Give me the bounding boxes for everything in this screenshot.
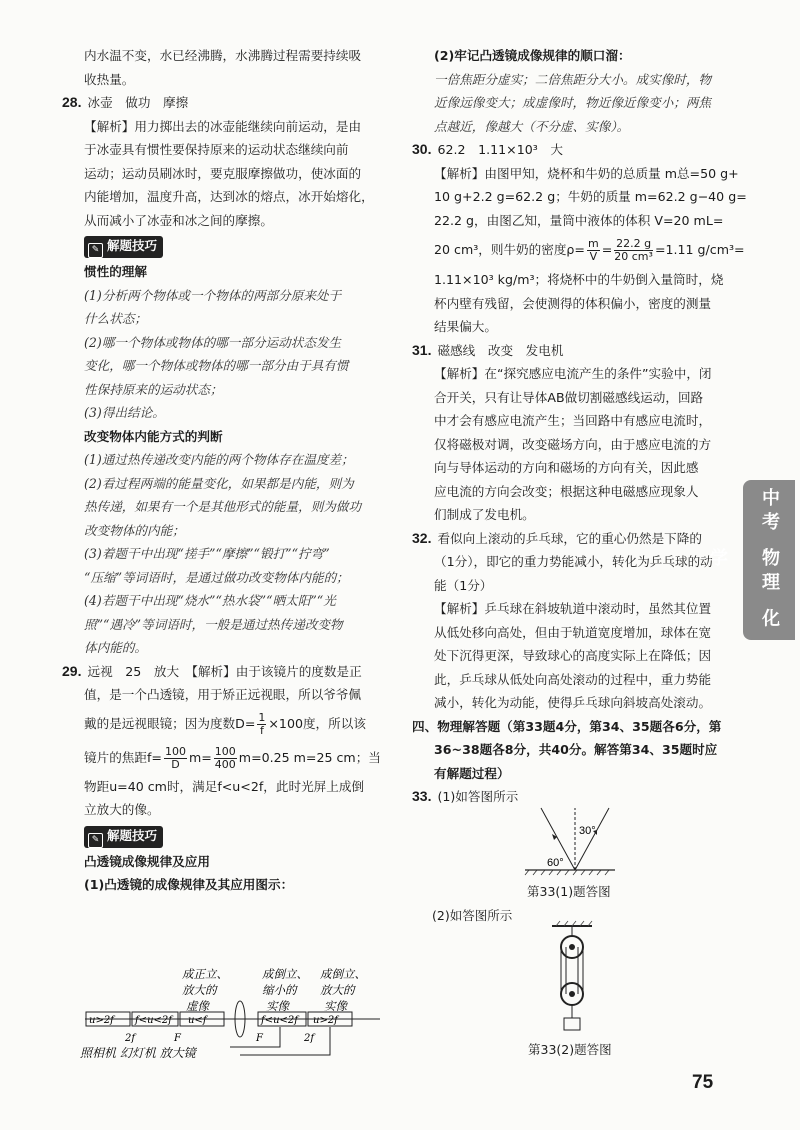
- text-line: 杯内壁有残留，会使测得的体积偏小，密度的测量: [434, 295, 712, 311]
- text-line: 应电流的方向会改变；根据这种电磁感应现象人: [434, 483, 699, 499]
- q29-answer: [62, 660, 392, 684]
- text-line: (2)牢记凸透镜成像规律的顺口溜：: [434, 48, 631, 63]
- applications-label: 照相机 幻灯机 放大镜: [80, 1046, 196, 1060]
- text-line: 10 g+2.2 g=62.2 g；牛奶的质量 m=62.2 g−40 g=: [434, 189, 747, 204]
- reflection-diagram: [505, 800, 635, 880]
- q29-number: 29.: [62, 662, 82, 679]
- fraction: [257, 712, 266, 737]
- q31-answer-text: 磁感线 改变 发电机: [437, 342, 564, 358]
- q28-answer-text: 冰壶 做功 摩擦: [87, 95, 189, 110]
- figure-caption: 第33(1)题答图: [527, 884, 611, 899]
- text-line: 近像远像变大；成虚像时，物近像近像变小；两焦: [434, 95, 712, 110]
- q33-number: 33.: [412, 788, 432, 804]
- text-line: 处下沉得更深，导致球心的高度实际上在降低；因: [434, 648, 712, 663]
- denominator: 20 cm³: [614, 250, 653, 263]
- tip-title: 凸透镜成像规律及应用: [84, 853, 210, 869]
- text-line: 能（1分）: [434, 577, 493, 593]
- subject-side-tab: 中考 物理 化学: [743, 480, 795, 640]
- q30-answer-text: 62.2 1.11×10³ 大: [437, 142, 563, 157]
- q32-answer: [412, 527, 775, 551]
- q31-answer: [412, 339, 775, 363]
- text-line: 仅将磁极对调，改变磁场方向，由于感应电流的方: [434, 436, 712, 452]
- mirror-hatching: [525, 870, 609, 875]
- pulley-diagram: [530, 920, 620, 1045]
- text-line: 【解析】用力掷出去的冰壶能继续向前运动，是由: [84, 118, 362, 134]
- lens-label: 实像: [266, 999, 289, 1013]
- text-line: 此，乒乓球从低处向高处滚动的过程中，重力势能: [434, 671, 712, 687]
- numerator: m: [587, 237, 599, 250]
- range-label: u<f: [188, 1015, 207, 1026]
- text-line: 点越近，像越大（不分虚、实像）。: [434, 118, 630, 134]
- text-line: 中才会有感应电流产生；当回路中有感应电流时，: [434, 413, 712, 428]
- tip-subtitle: (1)凸透镜的成像规律及其应用图示：: [84, 877, 294, 892]
- tip-line: (1)通过热传递改变内能的两个物体存在温度差；: [84, 452, 354, 467]
- text-fragment: 20 cm³，则牛奶的密度ρ=: [434, 242, 585, 257]
- tip-line: 改变物体的内能；: [84, 522, 185, 538]
- numerator: 22.2 g: [616, 237, 652, 250]
- section-heading: 四、物理解答题（第33题4分，第34、35题各6分，第: [412, 718, 722, 734]
- tip-line: 照”“遇冷”等词语时，一般是通过热传递改变物: [84, 616, 343, 632]
- text-line: 【解析】由图甲知，烧杯和牛奶的总质量 m总=50 g+: [434, 165, 739, 181]
- lens-label: 缩小的: [262, 983, 297, 997]
- right-column: [412, 44, 775, 809]
- point-label: 2f: [304, 1033, 315, 1044]
- q30-answer: [412, 138, 775, 162]
- tip-line: (2)看过程两端的能量变化，如果都是内能，则为: [84, 475, 354, 491]
- text-line: 从而减小了冰壶和冰之间的摩擦。: [84, 212, 273, 228]
- section-heading: 36~38题各8分，共40分。解答第34、35题时应: [434, 742, 718, 757]
- left-column: [62, 44, 392, 897]
- text-line: 1.11×10³ kg/m³；将烧杯中的牛奶倒入量筒时，烧: [434, 272, 724, 287]
- fraction: [214, 746, 237, 771]
- q28-explanation: [62, 115, 392, 233]
- tip-line: 体内能的。: [84, 640, 147, 655]
- text-line: 从低处移向高处，但由于轨道宽度增加，球体在宽: [434, 624, 712, 640]
- text-line: 内水温不变，水已经沸腾，水沸腾过程需要持续吸: [84, 48, 362, 63]
- text-fragment: ×100度，所以该: [268, 715, 366, 731]
- numerator: 100: [214, 744, 236, 758]
- text-line: 【解析】在“探究感应电流产生的条件”实验中，闭: [434, 366, 712, 381]
- range-label: u>2f: [313, 1015, 338, 1026]
- formula-line: 20 cm³，则牛奶的密度ρ= $\frac{m}{V}$ = $\frac{22.2 g}{\text{20 cm³}}$ =1.11 g/cm³=: [434, 237, 745, 263]
- text-fragment: 镜片的焦距f=: [84, 749, 162, 765]
- tip-badge: [84, 236, 163, 258]
- text-fragment: =1.11 g/cm³=: [654, 242, 745, 257]
- text-line: 于冰壶具有惯性要保持原来的运动状态继续向前: [84, 142, 349, 157]
- text-line: 一倍焦距分虚实；二倍焦距分大小。成实像时，物: [434, 71, 712, 87]
- tip-line: “压缩”等词语时，是通过做功改变物体内能的；: [84, 569, 349, 585]
- text-line: 运动；运动员刷冰时，要克服摩擦做功，使冰面的: [84, 165, 362, 181]
- point-label: F: [256, 1033, 263, 1044]
- tip-line: 什么状态；: [84, 311, 147, 326]
- range-label: f<u<2f: [135, 1015, 172, 1026]
- denominator: 400: [214, 757, 236, 771]
- text-fragment: (1)如答图所示: [437, 789, 519, 804]
- pulley-axle: [569, 991, 575, 997]
- lens-label: 成倒立、: [320, 967, 366, 981]
- tip-title: 惯性的理解: [84, 264, 147, 279]
- text-line: 结果偏大。: [434, 319, 497, 334]
- formula-line: [62, 741, 392, 775]
- text-line: 【解析】乒乓球在斜坡轨道中滚动时，虽然其位置: [434, 601, 712, 616]
- text-fragment: m=0.25 m=25 cm；当: [238, 749, 381, 765]
- text-line: 向与导体运动的方向和磁场的方向有关，因此感: [434, 460, 699, 475]
- text-fragment: 看似向上滚动的乒乓球，它的重心仍然是下降的: [437, 530, 702, 546]
- range-label: f<u<2f: [261, 1015, 298, 1026]
- q28-answer: [62, 91, 392, 115]
- tip-title: 改变物体内能方式的判断: [84, 428, 223, 444]
- formula-line: [62, 707, 392, 741]
- text-line: 远视 25 放大 【解析】由于该镜片的度数是正: [87, 663, 362, 679]
- lens-label: 放大的: [320, 983, 355, 997]
- angle-label: 30°: [579, 825, 596, 837]
- denominator: f: [259, 723, 264, 737]
- q30-number: 30.: [412, 141, 432, 157]
- angle-label: 60°: [547, 857, 564, 869]
- tip-line: (2)哪一个物体或物体的哪一部分运动状态发生: [84, 334, 342, 350]
- connector-line: [230, 1027, 280, 1047]
- reflected-ray: [575, 808, 609, 870]
- weight-block: [564, 1018, 580, 1030]
- pencil-icon: ✎: [88, 243, 103, 258]
- tip-label: 解题技巧: [107, 827, 158, 843]
- tip-line: 热传递，如果有一个是其他形式的能量，则为做功: [84, 499, 362, 514]
- tip-line: (3)得出结论。: [84, 405, 165, 420]
- lens-label: 成倒立、: [262, 967, 308, 981]
- lens-label: 放大的: [182, 983, 217, 997]
- connector-line: [240, 1027, 330, 1055]
- lens-label: 实像: [324, 999, 347, 1013]
- pencil-icon: ✎: [88, 833, 103, 848]
- text-line: 立放大的像。: [84, 802, 160, 817]
- q28-number: 28.: [62, 94, 82, 110]
- figure-caption: 第33(2)题答图: [528, 1042, 612, 1057]
- text-line: 值，是一个凸透镜，用于矫正远视眼，所以爷爷佩: [84, 687, 362, 702]
- text-line: 物距u=40 cm时，满足f<u<2f，此时光屏上成倒: [84, 778, 365, 794]
- page-number: 75: [692, 1072, 714, 1093]
- section-heading: 有解题过程）: [434, 765, 510, 781]
- point-label: 2f: [125, 1033, 136, 1044]
- q32-number: 32.: [412, 529, 432, 546]
- tip-line: 变化，哪一个物体或物体的哪一部分由于具有惯: [84, 358, 349, 373]
- text-line: 合开关，只有让导体AB做切割磁感线运动，回路: [434, 389, 704, 405]
- text-fragment: m=: [188, 749, 212, 765]
- range-label: u>2f: [89, 1015, 114, 1026]
- text-line: 内能增加，温度升高，达到冰的熔点，冰开始熔化，: [84, 189, 374, 204]
- text-line: 收热量。: [84, 71, 135, 87]
- numerator: 1: [258, 710, 266, 724]
- fraction: [614, 238, 653, 263]
- tip-badge: [84, 826, 163, 848]
- lens-rule-diagram: [80, 965, 390, 1065]
- tip-line: (3)着题干中出现“搓手”“摩擦”“锻打”“拧弯”: [84, 546, 330, 561]
- lens-label: 成正立、: [182, 967, 228, 981]
- fraction: [164, 746, 187, 771]
- lens-label: 虚像: [186, 999, 209, 1013]
- text-fragment: 戴的是远视眼镜；因为度数D=: [84, 715, 256, 731]
- point-label: F: [174, 1033, 181, 1044]
- pulley-axle: [569, 944, 575, 950]
- text-line: （1分），即它的重力势能减小，转化为乒乓球的动: [434, 554, 713, 569]
- q33-part2: (2)如答图所示: [432, 908, 513, 923]
- text-line: 22.2 g，由图乙知，量筒中液体的体积 V=20 mL=: [434, 212, 724, 228]
- q31-number: 31.: [412, 341, 432, 358]
- tip1-content: [62, 260, 392, 660]
- denominator: V: [589, 250, 598, 263]
- tip-line: 性保持原来的运动状态；: [84, 381, 223, 397]
- tip-line: (1)分析两个物体或一个物体的两部分原来处于: [84, 287, 342, 303]
- numerator: 100: [164, 744, 186, 758]
- denominator: D: [171, 757, 180, 771]
- text-line: 们制成了发电机。: [434, 507, 535, 522]
- fraction: [587, 238, 600, 263]
- tip-label: 解题技巧: [107, 238, 158, 253]
- tip-line: (4)若题干中出现“烧水”“热水袋”“晒太阳”“光: [84, 593, 336, 608]
- text-line: 减小，转化为动能，使得乒乓球向斜坡高处滚动。: [434, 695, 712, 710]
